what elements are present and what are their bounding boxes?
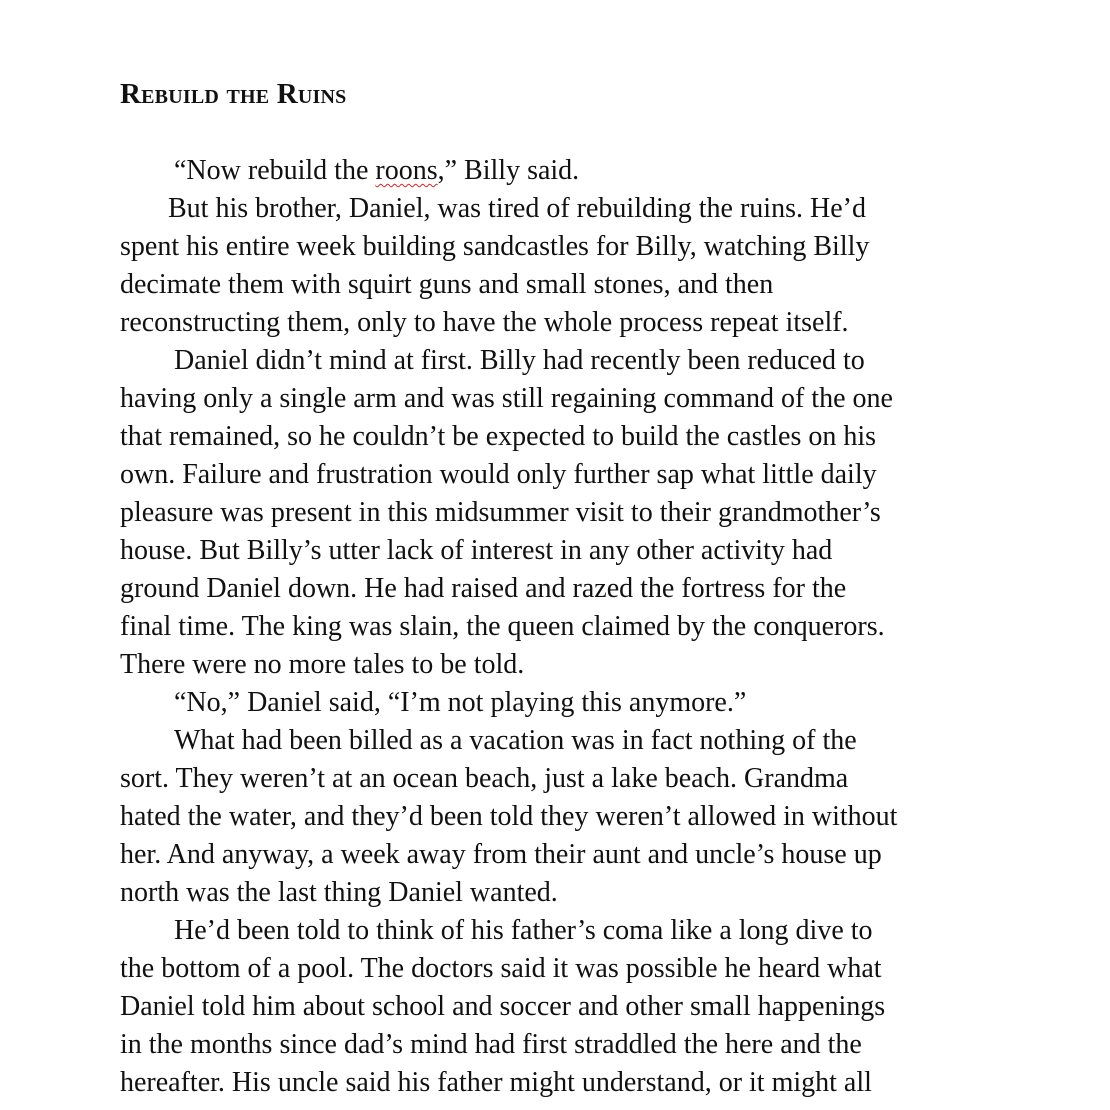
text-line: There were no more tales to be told. (120, 649, 525, 680)
text-line: spent his entire week building sandcastles for Billy, watching Billy (120, 231, 870, 262)
text-line: sort. They weren’t at an ocean beach, just a lake beach. Grandma (120, 763, 849, 794)
document-title: Rebuild the Ruins (120, 78, 347, 110)
text-line: the bottom of a pool. The doctors said it was possible he heard what (120, 953, 882, 984)
text-line: her. And anyway, a week away from their aunt and uncle’s house up (120, 839, 882, 870)
text-line: Daniel told him about school and soccer and other small happenings (120, 991, 886, 1022)
spelling-error-word[interactable]: roons (375, 155, 438, 186)
text-line: pleasure was present in this midsummer visit to their grandmother’s (120, 497, 881, 528)
text-line: own. Failure and frustration would only further sap what little daily (120, 459, 877, 490)
text-line: He’d been told to think of his father’s coma like a long dive to (174, 915, 873, 946)
line-text-pre: “Now rebuild the (174, 155, 376, 186)
text-line: But his brother, Daniel, was tired of rebuilding the ruins. He’d (168, 193, 866, 224)
text-line: having only a single arm and was still regaining command of the one (120, 383, 893, 414)
text-line: final time. The king was slain, the queen claimed by the conquerors. (120, 611, 885, 642)
text-line: hereafter. His uncle said his father might understand, or it might all (120, 1067, 872, 1098)
line-text-post: ,” Billy said. (437, 155, 580, 186)
text-line: that remained, so he couldn’t be expected to build the castles on his (120, 421, 877, 452)
document-body (120, 152, 990, 1102)
text-line: “No,” Daniel said, “I’m not playing this anymore.” (174, 687, 747, 718)
text-line: hated the water, and they’d been told they weren’t allowed in without (120, 801, 898, 832)
text-line: north was the last thing Daniel wanted. (120, 877, 558, 908)
text-line: What had been billed as a vacation was in fact nothing of the (174, 725, 857, 756)
text-line: ground Daniel down. He had raised and razed the fortress for the (120, 573, 847, 604)
text-line: reconstructing them, only to have the whole process repeat itself. (120, 307, 849, 338)
text-line: in the months since dad’s mind had first straddled the here and the (120, 1029, 862, 1060)
text-line: decimate them with squirt guns and small stones, and then (120, 269, 774, 300)
text-line (120, 152, 990, 190)
text-line: Daniel didn’t mind at first. Billy had recently been reduced to (174, 345, 865, 376)
text-line: house. But Billy’s utter lack of interest in any other activity had (120, 535, 833, 566)
